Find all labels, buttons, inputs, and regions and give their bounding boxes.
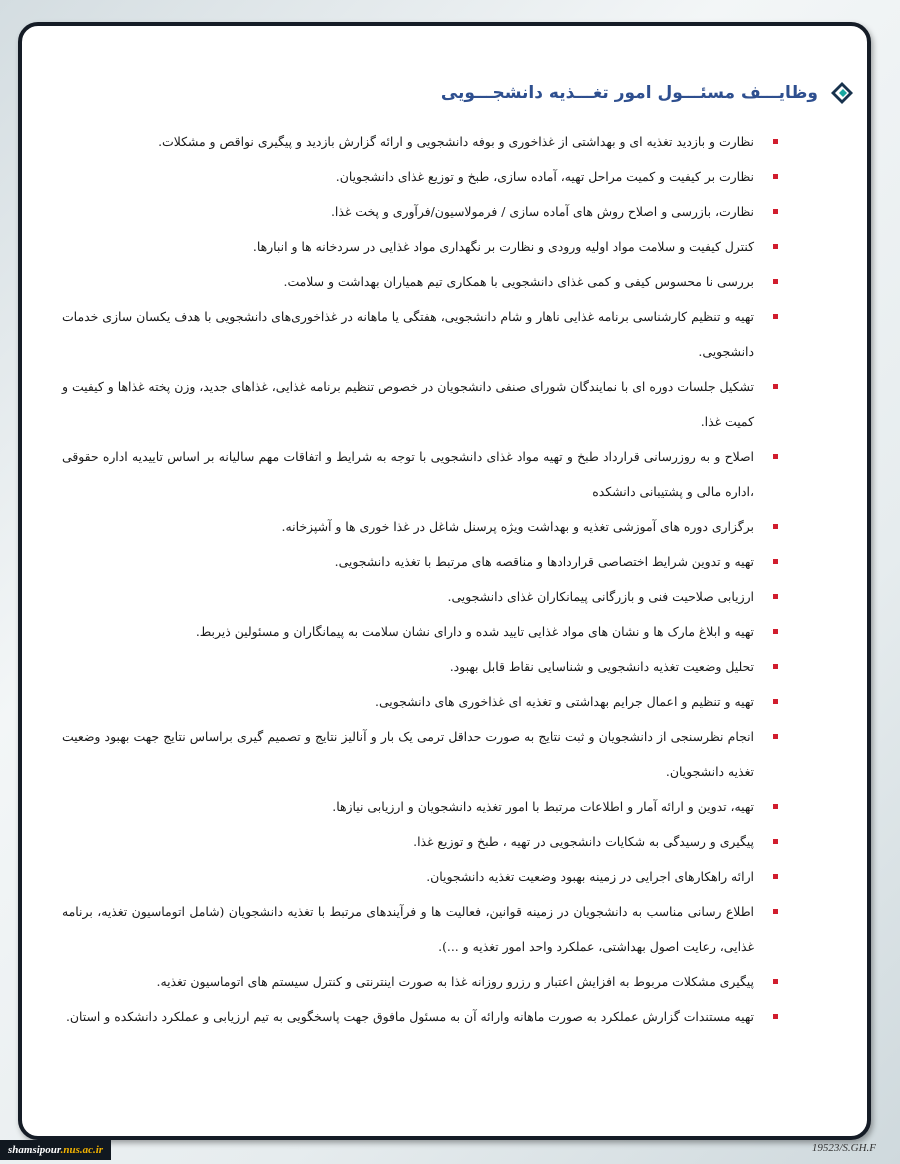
list-item-text: نظارت و بازدید تغذیه ای و بهداشتی از غذاخوری و بوفه دانشجویی و ارائه گزارش بازدید و پیگیری نواقص و مشکلات.	[158, 134, 754, 149]
list-item-text: پیگیری مشکلات مربوط به افزایش اعتبار و رزرو روزانه غذا به صورت اینترنتی و کنترل سیستم های اتوماسیون تغذیه.	[156, 974, 754, 989]
list-item-text: اصلاح و به روزرسانی قرارداد طبخ و تهیه مواد غذای دانشجویی با توجه به شرایط و اتفاقات مهم سالیانه بر اساس تاییدیه اداره حقوقی ،اداره مالی و پشتیبانی دانشکده	[62, 449, 754, 499]
list-item	[62, 264, 782, 299]
bullet-icon	[773, 244, 778, 249]
list-item	[62, 439, 782, 509]
list-item-text: پیگیری و رسیدگی به شکایات دانشجویی در تهیه ، طبخ و توزیع غذا.	[413, 834, 754, 849]
list-item	[62, 894, 782, 964]
list-item	[62, 614, 782, 649]
list-item-text: تهیه و ابلاغ مارک ها و نشان های مواد غذایی تایید شده و دارای نشان سلامت به پیمانگاران و مسئولین ذیربط.	[195, 624, 754, 639]
list-item	[62, 159, 782, 194]
bullet-icon	[773, 839, 778, 844]
list-item-text: ارائه راهکارهای اجرایی در زمینه بهبود وضعیت تغذیه دانشجویان.	[426, 869, 754, 884]
list-item-text: ارزیابی صلاحیت فنی و بازرگانی پیمانکاران غذای دانشجویی.	[447, 589, 754, 604]
footer-code: 19523/S.GH.F	[811, 1142, 876, 1154]
list-item	[62, 544, 782, 579]
bullet-icon	[773, 454, 778, 459]
list-item	[62, 649, 782, 684]
list-item	[62, 579, 782, 614]
bullet-icon	[773, 804, 778, 809]
list-item-text: نظارت، بازرسی و اصلاح روش های آماده سازی / فرمولاسیون/فرآوری و پخت غذا.	[330, 204, 754, 219]
bullet-icon	[773, 314, 778, 319]
list-item	[62, 999, 782, 1034]
bullet-icon	[773, 279, 778, 284]
bullet-icon	[773, 699, 778, 704]
bullet-icon	[773, 664, 778, 669]
bullet-icon	[773, 979, 778, 984]
list-item	[62, 824, 782, 859]
site-footer-link[interactable]	[0, 1140, 111, 1160]
bullet-icon	[773, 559, 778, 564]
list-item	[62, 194, 782, 229]
list-item	[62, 789, 782, 824]
list-item	[62, 369, 782, 439]
list-item-text: اطلاع رسانی مناسب به دانشجویان در زمینه قوانین، فعالیت ها و فرآیندهای مرتبط با تغذیه دانشجویان (شامل اتوماسیون تغذیه، برنامه غذایی، رعایت اصول بهداشتی، عملکرد واحد امور تغذیه و ...).	[62, 904, 754, 954]
bullet-icon	[773, 174, 778, 179]
bullet-icon	[773, 139, 778, 144]
page-title: وظایـــف مسئـــول امور تغـــذیه دانشجـــویی	[440, 83, 818, 103]
list-item	[62, 229, 782, 264]
list-item-text: کنترل کیفیت و سلامت مواد اولیه ورودی و نظارت بر نگهداری مواد غذایی در سردخانه ها و انبارها.	[252, 239, 754, 254]
list-item	[62, 124, 782, 159]
list-item	[62, 509, 782, 544]
bullet-icon	[773, 384, 778, 389]
list-item	[62, 684, 782, 719]
bullet-icon	[773, 909, 778, 914]
bullet-icon	[773, 734, 778, 739]
bullet-icon	[773, 629, 778, 634]
footer-site-domain: .nus.ac.ir	[60, 1144, 104, 1156]
list-item-text: تهیه و تدوین شرایط اختصاصی قراردادها و مناقصه های مرتبط با تغذیه دانشجویی.	[334, 554, 754, 569]
bullet-icon	[773, 594, 778, 599]
list-item-text: تهیه و تنظیم کارشناسی برنامه غذایی ناهار و شام دانشجویی، هفتگی یا ماهانه در غذاخوری‌های دانشجویی با هدف یکسان سازی خدمات دانشجویی.	[62, 309, 754, 359]
bullet-icon	[773, 209, 778, 214]
bullet-icon	[773, 1014, 778, 1019]
list-item-text: تهیه و تنظیم و اعمال جرایم بهداشتی و تغذیه ای غذاخوری های دانشجویی.	[375, 694, 754, 709]
list-item	[62, 964, 782, 999]
list-item	[62, 859, 782, 894]
list-item-text: بررسی نا محسوس کیفی و کمی غذای دانشجویی با همکاری تیم همیاران بهداشت و سلامت.	[283, 274, 754, 289]
list-item-text: تهیه مستندات گزارش عملکرد به صورت ماهانه وارائه آن به مسئول مافوق جهت پاسخگویی به تیم ارزیابی و عملکرد دانشکده و استان.	[65, 1009, 754, 1024]
document-header	[441, 76, 854, 110]
list-item-text: تحلیل وضعیت تغذیه دانشجویی و شناسایی نقاط قابل بهبود.	[449, 659, 754, 674]
list-item-text: تشکیل جلسات دوره ای با نمایندگان شورای صنفی دانشجویان در خصوص تنظیم برنامه غذایی، غذاهای جدید، وزن پخته غذاها و کیفیت و کمیت غذا.	[62, 379, 754, 429]
footer-site-prefix: shamsipour	[8, 1144, 61, 1156]
list-item	[62, 299, 782, 369]
bullet-icon	[773, 874, 778, 879]
list-item	[62, 719, 782, 789]
bullet-icon	[773, 524, 778, 529]
duties-list	[62, 124, 782, 1034]
list-item-text: انجام نظرسنجی از دانشجویان و ثبت نتایج به صورت حداقل ترمی یک بار و آنالیز نتایج و تصمیم گیری براساس نتایج جهت بهبود وضعیت تغذیه دانشجویان.	[62, 729, 754, 779]
diamond-arrow-icon	[830, 81, 854, 105]
list-item-text: برگزاری دوره های آموزشی تغذیه و بهداشت ویژه پرسنل شاغل در غذا خوری ها و آشپزخانه.	[281, 519, 754, 534]
list-item-text: نظارت بر کیفیت و کمیت مراحل تهیه، آماده سازی، طبخ و توزیع غذای دانشجویان.	[335, 169, 754, 184]
list-item-text: تهیه، تدوین و ارائه آمار و اطلاعات مرتبط با امور تغذیه دانشجویان و ارزیابی نیازها.	[332, 799, 754, 814]
